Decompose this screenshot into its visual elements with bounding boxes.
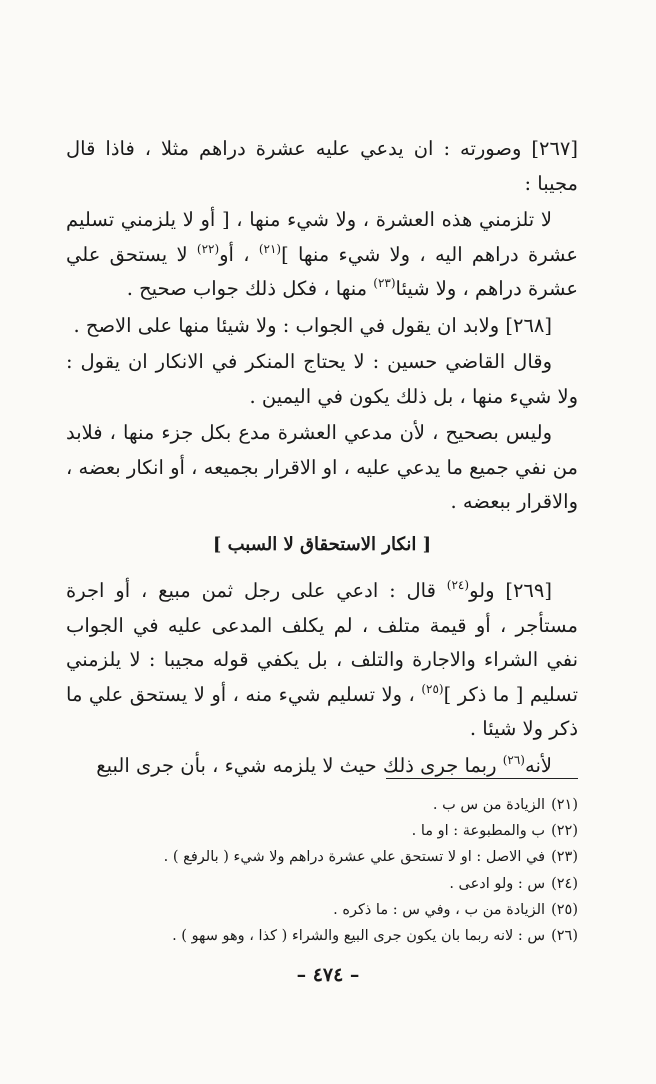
text-run: وقال القاضي حسين : لا يحتاج المنكر في الانكار ان يقول : ولا شيء منها ، بل ذلك يكون في اليمين . — [66, 350, 578, 408]
footnote — [58, 871, 578, 897]
footnote-number: (٢١) — [551, 797, 578, 813]
footnote-number: (٢٦) — [551, 928, 578, 945]
paragraph — [66, 132, 578, 201]
text-run: لأنه — [524, 753, 552, 777]
paragraph — [66, 345, 578, 414]
paragraph — [66, 309, 578, 344]
footnote-text: الزيادة من س ب . — [432, 797, 546, 813]
footnote-number: (٢٣) — [551, 849, 578, 866]
text-run: وليس بصحيح ، لأن مدعي العشرة مدع بكل جزء منها ، فلابد من نفي جميع ما يدعي عليه ، او الاقرار بجميعه ، أو انكار بعضه ، والاقرار ببعضه . — [66, 421, 578, 513]
footnote-text: الزيادة من ب ، وفي س : ما ذكره . — [333, 901, 546, 918]
text-run: [٢٦٧] وصورته : ان يدعي عليه عشرة دراهم مثلا ، فاذا قال مجيبا : — [66, 137, 578, 195]
text-run: ، ولا تسليم شيء منه ، أو لا يستحق علي ما ذكر ولا شيئا . — [66, 682, 578, 740]
text-run: ربما جرى ذلك حيث لا يلزمه شيء ، بأن جرى البيع — [96, 753, 503, 777]
footnotes — [58, 792, 578, 949]
footnote — [58, 818, 578, 844]
paragraph — [66, 416, 578, 520]
main-text — [66, 132, 578, 785]
paragraph — [66, 203, 578, 307]
footnote-ref: (٢١) — [258, 241, 282, 256]
footnote-text: ب والمطبوعة : او ما . — [411, 823, 546, 840]
footnote-number: (٢٥) — [551, 901, 578, 918]
footnote-ref: (٢٥) — [421, 681, 444, 696]
text-run: لا تلزمني هذه العشرة ، ولا شيء منها ، [ أو لا يلزمني تسليم عشرة دراهم اليه ، ولا شيء منها ] — [66, 208, 578, 266]
text-run: ، أو — [219, 242, 259, 266]
footnote-ref: (٢٢) — [196, 241, 220, 256]
text-run: [٢٦٨] ولابد ان يقول في الجواب : ولا شيئا منها على الاصح . — [73, 313, 552, 337]
text-run: لا يستحق علي عشرة دراهم ، ولا شيئا — [66, 242, 578, 300]
footnote-ref: (٢٦) — [502, 752, 525, 767]
footnote — [58, 897, 578, 923]
paragraph — [66, 574, 578, 747]
footnote-text: س : لانه ربما بان يكون جرى البيع والشراء ( كذا ، وهو سهو ) . — [172, 928, 546, 945]
section-heading — [66, 528, 578, 563]
footnote-separator — [386, 778, 578, 779]
footnote-number: (٢٢) — [551, 823, 578, 840]
footnote — [58, 792, 578, 818]
text-run: [٢٦٩] ولو — [469, 579, 552, 602]
footnote-ref: (٢٣) — [373, 276, 396, 290]
page-number: – ٤٧٤ – — [296, 964, 360, 986]
footnote-text: س : ولو ادعى . — [449, 875, 546, 892]
text-run: منها ، فكل ذلك جواب صحيح . — [126, 277, 374, 300]
text-run: قال : ادعي على رجل ثمن مبيع ، أو اجرة مستأجر ، أو قيمة متلف ، لم يكلف المدعى عليه في الجواب نفي الشراء والاجارة والتلف ، بل يكفي قوله مجيبا : لا يلزمني تسليم [ ما ذكر ] — [66, 579, 578, 706]
footnote-ref: (٢٤) — [446, 578, 470, 592]
footnote — [58, 844, 578, 870]
footnote-text: في الاصل : او لا تستحق علي عشرة دراهم ولا شيء ( بالرفع ) . — [163, 849, 546, 866]
text-run: [ انكار الاستحقاق لا السبب ] — [212, 533, 432, 555]
footnote — [58, 923, 578, 949]
footnote-number: (٢٤) — [551, 875, 578, 892]
